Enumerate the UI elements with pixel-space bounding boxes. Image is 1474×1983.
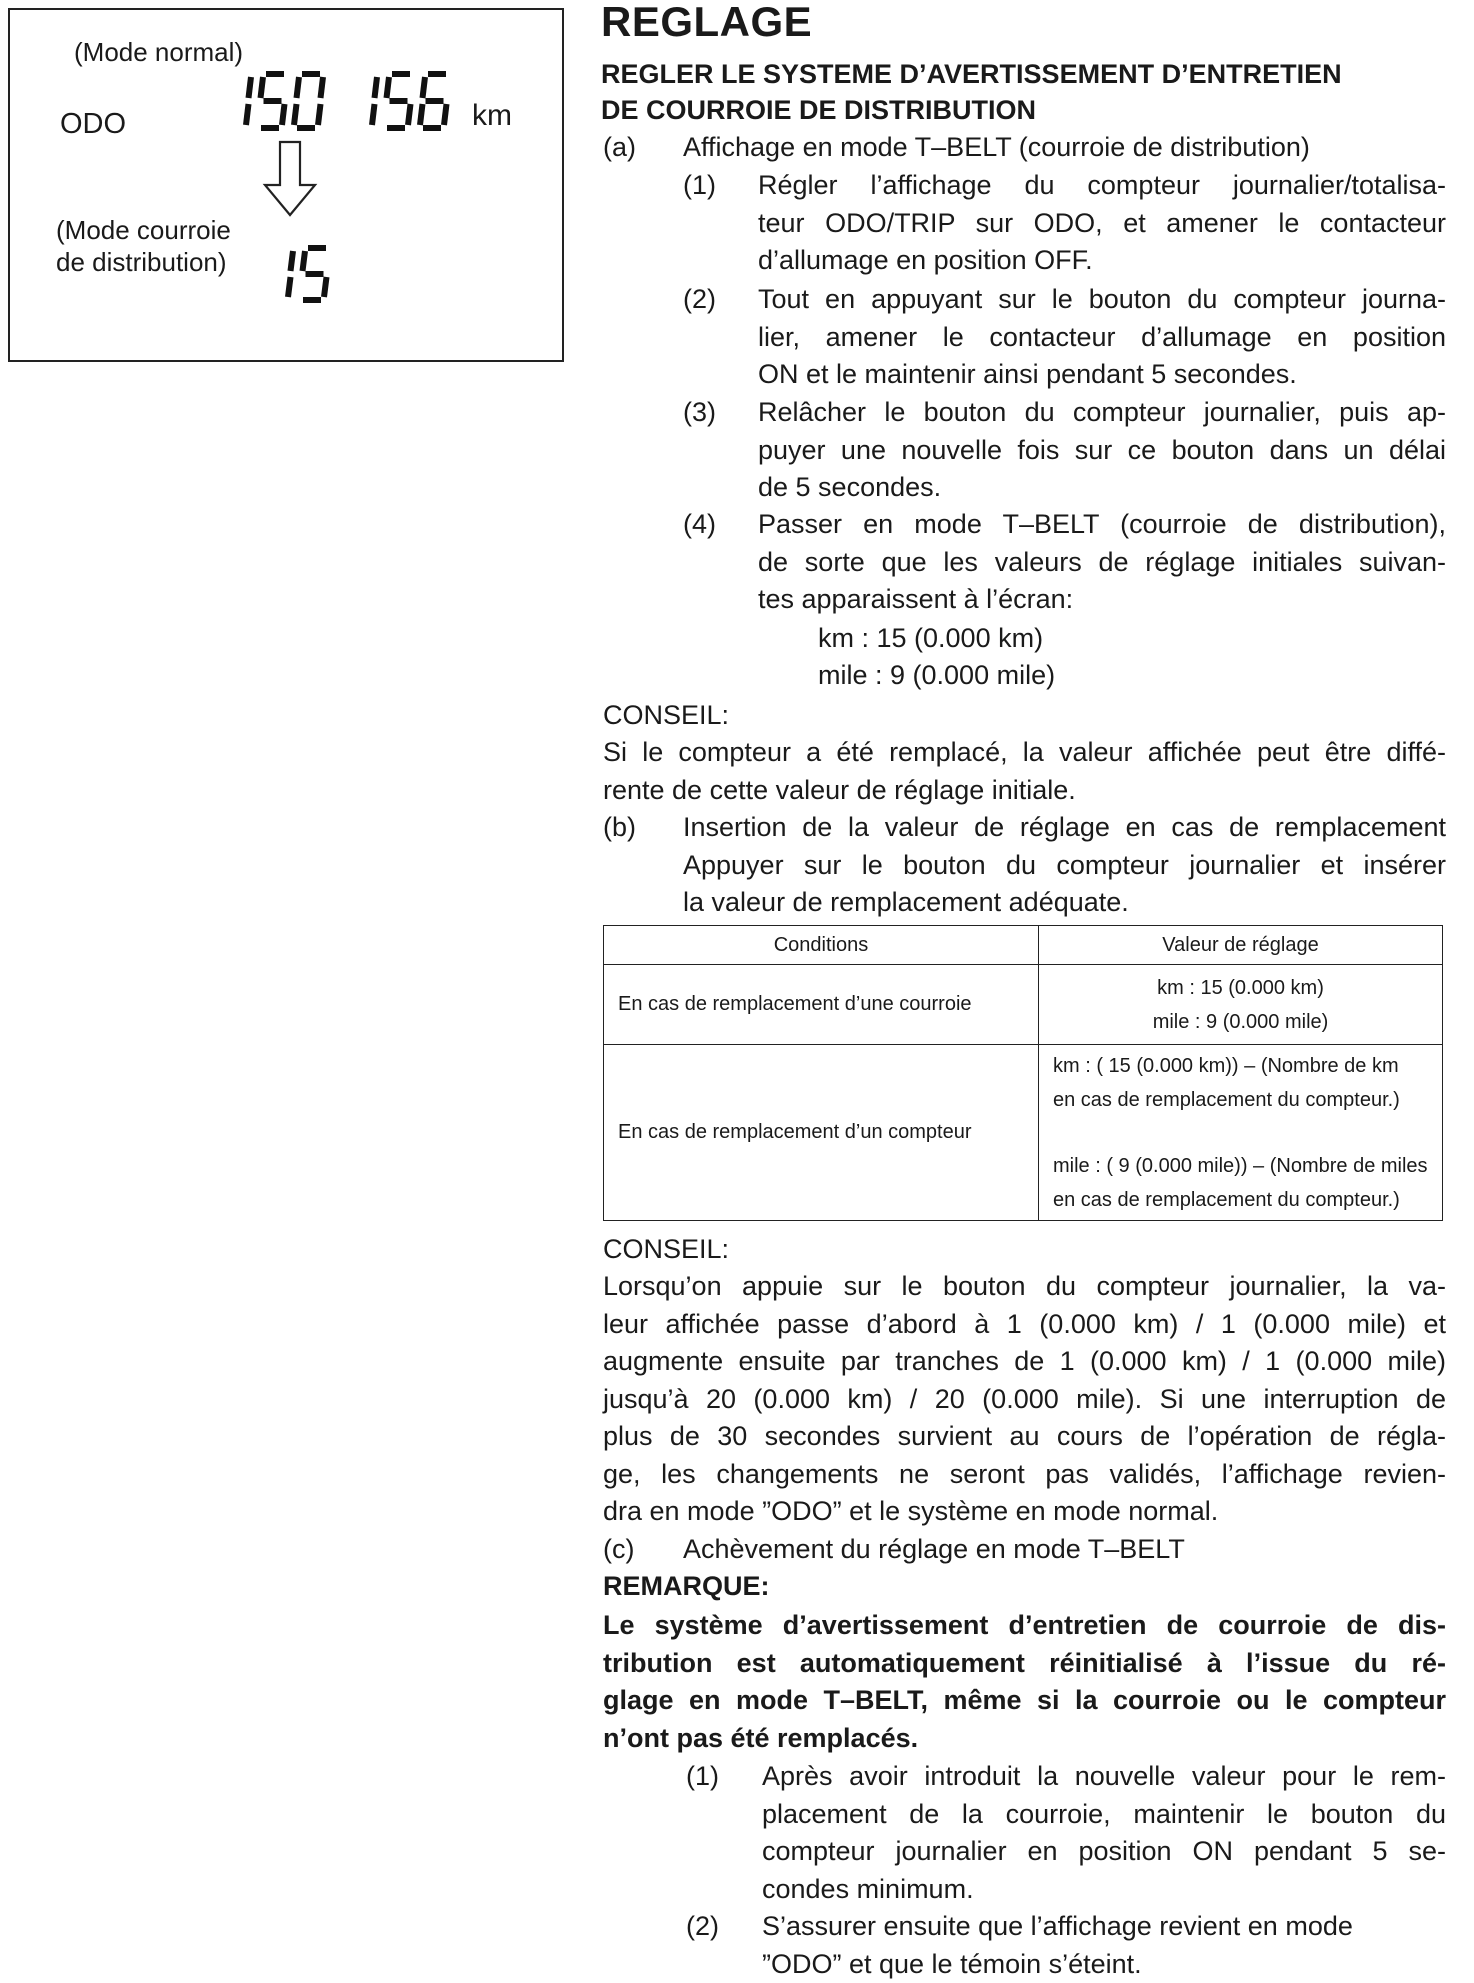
section-title-line1: REGLER LE SYSTEME D’AVERTISSEMENT D’ENTRETIEN (601, 59, 1342, 89)
c2-marker: (2) (686, 1911, 719, 1941)
lcd-segment (297, 77, 300, 98)
lcd-segment (249, 77, 252, 98)
a1-line: Régler l’affichage du compteur journalier/totalisa- (758, 170, 1446, 200)
odo-label: ODO (60, 108, 127, 140)
table-cell-value (1039, 1045, 1443, 1221)
a4-text (758, 506, 1446, 619)
step-b-text (683, 809, 1446, 922)
lcd-segment (375, 77, 378, 98)
conseil2-text (603, 1268, 1446, 1531)
a3-line: Relâcher le bouton du compteur journalier, puis ap- (758, 397, 1446, 427)
lcd-segment (288, 277, 291, 297)
conseil-label: CONSEIL: (603, 1234, 730, 1264)
step-a-marker: (a) (603, 132, 636, 162)
c1-line: compteur journalier en position ON pendant 5 se- (762, 1836, 1446, 1866)
lcd-segment (294, 104, 297, 125)
table-value-line: en cas de remplacement du compteur.) (1053, 1088, 1400, 1111)
lcd-belt-display (288, 248, 327, 300)
table-value-line: en cas de remplacement du compteur.) (1053, 1188, 1400, 1211)
conseil2-line: leur affichée passe d’abord à 1 (0.000 km) / 1 (0.000 mile) et (603, 1308, 1446, 1339)
remarque-text (603, 1607, 1446, 1757)
mode-belt-line1: (Mode courroie (56, 215, 231, 245)
step-c-marker: (c) (603, 1534, 635, 1564)
page-title: REGLAGE (601, 0, 813, 45)
lcd-segment (408, 104, 411, 125)
lcd-segment (444, 104, 447, 125)
b-line: Appuyer sur le bouton du compteur journalier et insérer (683, 849, 1446, 880)
c1-line: Après avoir introduit la nouvelle valeur pour le rem- (762, 1761, 1446, 1791)
figure-graphics (10, 10, 562, 360)
lcd-segment (282, 104, 285, 125)
a3-marker: (3) (683, 397, 716, 427)
a4-marker: (4) (683, 509, 716, 539)
conseil-label: CONSEIL: (603, 700, 730, 730)
a3-line: puyer une nouvelle fois sur ce bouton dans un délai (758, 434, 1446, 465)
table-value-line: mile : ( 9 (0.000 mile)) – (Nombre de miles (1053, 1154, 1428, 1177)
table-cell-condition: En cas de remplacement d’une courroie (604, 965, 1039, 1045)
conseil1-line: rente de cette valeur de réglage initiale. (603, 774, 1076, 805)
c1-text (762, 1758, 1446, 1908)
conseil2-line: Lorsqu’on appuie sur le bouton du compteur journalier, la va- (603, 1271, 1446, 1301)
remarque-line: tribution est automatiquement réinitialisé à l’issue du ré- (603, 1647, 1446, 1678)
table-header-row (604, 926, 1443, 965)
table-value-line: mile : 9 (0.000 mile) (1152, 1010, 1329, 1033)
table-value-line: km : 15 (0.000 km) (1157, 976, 1324, 999)
remarque-line: Le système d’avertissement d’entretien de courroie de dis- (603, 1610, 1446, 1640)
a2-line: lier, amener le contacteur d’allumage en position (758, 321, 1446, 352)
remarque-line: n’ont pas été remplacés. (603, 1722, 919, 1753)
b-line: la valeur de remplacement adéquate. (683, 887, 1129, 917)
lcd-segment (246, 104, 249, 125)
odometer-figure (8, 8, 564, 362)
section-title (601, 56, 1461, 128)
step-b-marker: (b) (603, 812, 636, 842)
b-line: Insertion de la valeur de réglage en cas de remplacement (683, 812, 1446, 842)
remarque-label: REMARQUE: (603, 1571, 770, 1601)
conseil1-text (603, 734, 1446, 809)
c1-line: condes minimum. (762, 1873, 974, 1904)
initial-value-km: km : 15 (0.000 km) (818, 623, 1044, 653)
lcd-unit: km (472, 99, 512, 132)
lcd-segment (372, 104, 375, 125)
initial-value-mile: mile : 9 (0.000 mile) (818, 660, 1056, 690)
table-row (604, 1045, 1443, 1221)
a2-line: Tout en appuyant sur le bouton du compteur journa- (758, 284, 1446, 314)
a4-line: tes apparaissent à l’écran: (758, 584, 1074, 614)
table-value-line: km : ( 15 (0.000 km)) – (Nombre de km (1053, 1054, 1399, 1077)
conseil2-line: augmente ensuite par tranches de 1 (0.000 km) / 1 (0.000 mile) (603, 1346, 1446, 1376)
conseil2-line: dra en mode ”ODO” et le système en mode normal. (603, 1496, 1219, 1526)
down-arrow-icon (265, 142, 315, 215)
lcd-segment (324, 277, 327, 297)
a1-marker: (1) (683, 170, 716, 200)
table-row (604, 965, 1443, 1045)
remarque-line: glage en mode T–BELT, même si la courroie ou le compteur (603, 1685, 1446, 1715)
lcd-segment (420, 104, 423, 125)
table-header: Conditions (604, 926, 1039, 965)
lcd-normal-display (246, 74, 447, 128)
table-header: Valeur de réglage (1039, 926, 1443, 965)
conseil2-line: jusqu’à 20 (0.000 km) / 20 (0.000 mile). Si une interruption de (603, 1383, 1446, 1414)
lcd-segment (318, 104, 321, 125)
mode-normal-label: (Mode normal) (74, 37, 244, 67)
table-cell-value (1039, 965, 1443, 1045)
a3-text (758, 394, 1446, 507)
c1-line: placement de la courroie, maintenir le bouton du (762, 1798, 1446, 1829)
table-cell-condition: En cas de remplacement d’un compteur (604, 1045, 1039, 1221)
mode-belt-line2: de distribution) (56, 247, 227, 277)
lcd-segment (261, 77, 264, 98)
step-c-text: Achèvement du réglage en mode T–BELT (683, 1534, 1185, 1564)
a3-line: de 5 secondes. (758, 472, 942, 502)
conseil2-line: ge, les changements ne seront pas validés, l’affichage revien- (603, 1458, 1446, 1489)
section-title-line2: DE COURROIE DE DISTRIBUTION (601, 95, 1037, 125)
conseil2-line: plus de 30 secondes survient au cours de l’opération de régla- (603, 1421, 1446, 1451)
lcd-segment (291, 251, 294, 271)
a4-line: de sorte que les valeurs de réglage initiales suivan- (758, 546, 1446, 577)
a1-text (758, 167, 1446, 280)
lcd-segment (321, 77, 324, 98)
a4-line: Passer en mode T–BELT (courroie de distribution), (758, 509, 1446, 539)
a2-line: ON et le maintenir ainsi pendant 5 secondes. (758, 359, 1297, 389)
conseil1-line: Si le compteur a été remplacé, la valeur affichée peut être diffé- (603, 737, 1446, 767)
a2-marker: (2) (683, 284, 716, 314)
c1-marker: (1) (686, 1761, 719, 1791)
c2-line: ”ODO” et que le témoin s’éteint. (762, 1948, 1142, 1979)
step-a-text: Affichage en mode T–BELT (courroie de distribution) (683, 132, 1310, 162)
lcd-segment (303, 251, 306, 271)
a1-line: teur ODO/TRIP sur ODO, et amener le contacteur (758, 207, 1446, 238)
a2-text (758, 281, 1446, 394)
lcd-segment (423, 77, 426, 98)
c2-line: S’assurer ensuite que l’affichage revient en mode (762, 1911, 1353, 1941)
settings-table (603, 925, 1443, 1221)
a1-line: d’allumage en position OFF. (758, 245, 1093, 275)
lcd-segment (387, 77, 390, 98)
c2-text (762, 1908, 1446, 1983)
